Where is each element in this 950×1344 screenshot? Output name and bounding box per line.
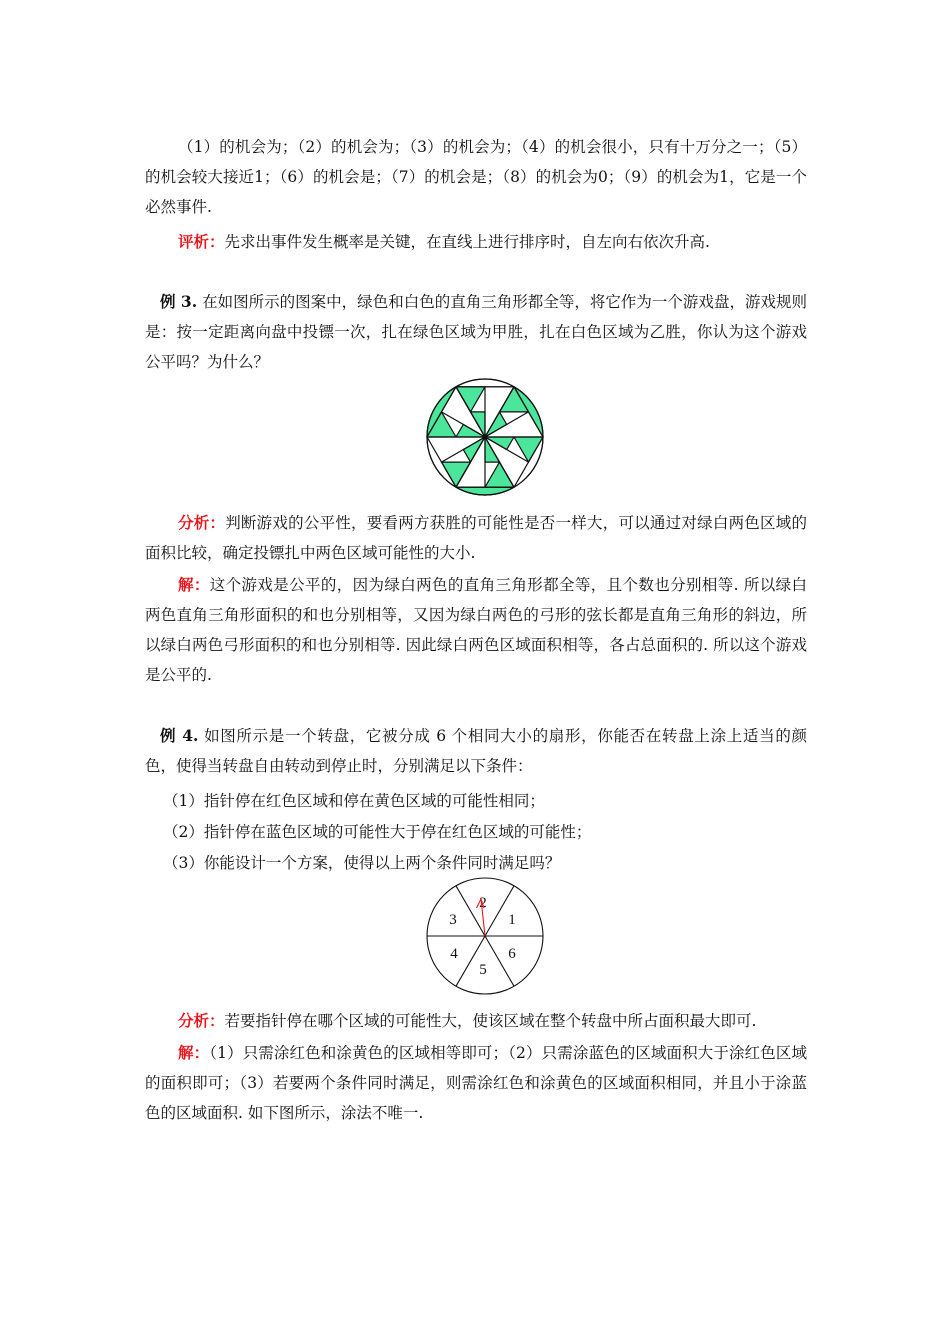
example4-label: 例 4.	[160, 726, 199, 745]
spinner-figure	[423, 877, 547, 997]
condition-item-1: （1）指针停在红色区域和停在黄色区域的可能性相同；	[163, 792, 545, 810]
analysis-label: 分析：	[178, 513, 226, 532]
solution-label: 解：	[178, 1043, 210, 1062]
example4-analysis: 分析：若要指针停在哪个区域的可能性大，使该区域在整个转盘中所占面积最大即可.	[178, 1011, 757, 1030]
example3-analysis: 分析：判断游戏的公平性，要看两方获胜的可能性是否一样大，可以通过对绿白两色区域的面积比较，确定投镖扎中两色区域可能性的大小.	[145, 513, 807, 562]
analysis-label: 分析：	[178, 1011, 225, 1030]
example4-solution: 解：（1）只需涂红色和涂黄色的区域相等即可；（2）只需涂蓝色的区域面积大于涂红色区域的面积即可；（3）若要两个条件同时满足，则需涂红色和涂黄色的区域面积相同，并且小于涂蓝色的区域面积. 如下图所示，涂法不唯一.	[145, 1043, 807, 1122]
example3-solution: 解：这个游戏是公平的，因为绿白两色的直角三角形都全等，且个数也分别相等. 所以绿白两色直角三角形面积的和也分别相等，又因为绿白两色的弓形的弦长都是直角三角形的斜边，所以绿白两色弓形面积的和也分别相等. 因此绿白两色区域面积相等，各占总面积的. 所以这个游戏是公平的.	[145, 575, 807, 684]
sector-label-4: 4	[450, 946, 458, 962]
example3-label: 例 3.	[160, 292, 198, 311]
dartboard-figure	[422, 377, 548, 497]
example4-question: 例 4. 如图所示是一个转盘，它被分成 6 个相同大小的扇形，你能否在转盘上涂上适当的颜色，使得当转盘自由转动到停止时，分别满足以下条件：	[145, 726, 808, 775]
intro-comment: 评析：先求出事件发生概率是关键，在直线上进行排序时，自左向右依次升高.	[178, 232, 710, 251]
sector-label-6: 6	[508, 946, 516, 962]
condition-item-3: （3）你能设计一个方案，使得以上两个条件同时满足吗？	[163, 854, 561, 872]
sector-label-1: 1	[508, 912, 516, 928]
sector-label-2: 2	[479, 895, 487, 911]
intro-paragraph: （1）的机会为；（2）的机会为；（3）的机会为；（4）的机会很小，只有十万分之一；（5）的机会较大接近1；（6）的机会是；（7）的机会是；（8）的机会为0；（9）的机会为1，它是一个必然事件.	[145, 138, 807, 216]
sector-label-5: 5	[479, 962, 487, 978]
solution-label: 解：	[178, 575, 210, 594]
comment-label: 评析：	[178, 232, 225, 251]
sector-label-3: 3	[449, 912, 457, 928]
condition-item-2: （2）指针停在蓝色区域的可能性大于停在红色区域的可能性；	[163, 823, 592, 841]
example3-question: 例 3. 在如图所示的图案中，绿色和白色的直角三角形都全等，将它作为一个游戏盘，游戏规则是：按一定距离向盘中投镖一次，扎在绿色区域为甲胜，扎在白色区域为乙胜，你认为这个游戏公平吗？为什么？	[145, 292, 807, 371]
